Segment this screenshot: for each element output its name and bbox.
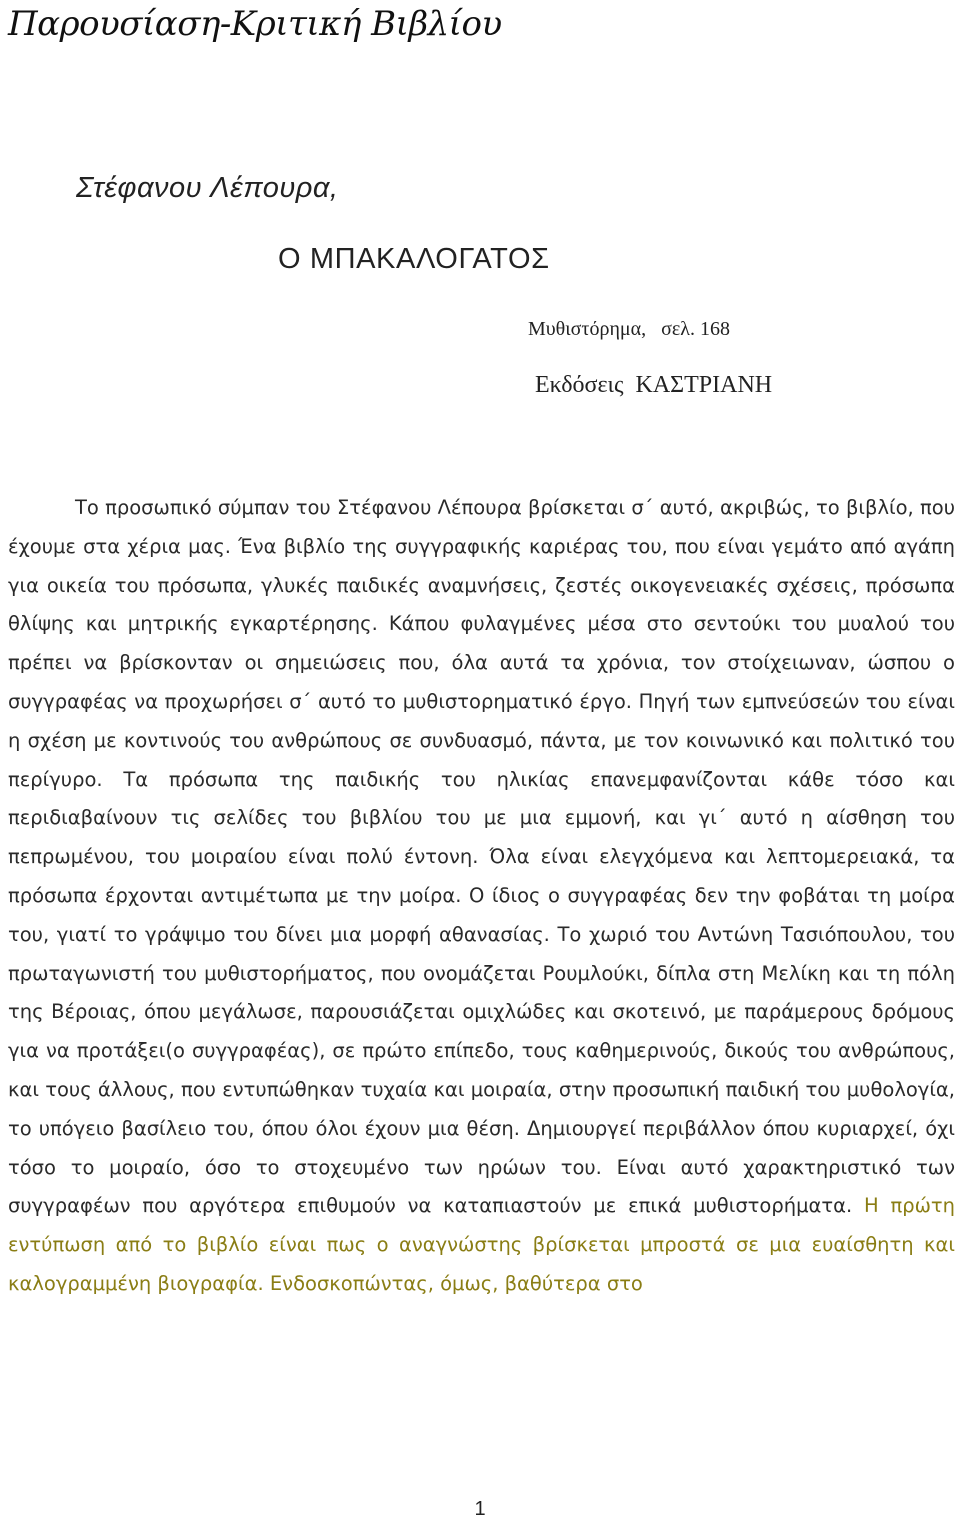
book-publisher: Εκδόσεις ΚΑΣΤΡΙΑΝΗ xyxy=(535,372,773,398)
review-text: Το προσωπικό σύμπαν του Στέφανου Λέπουρα βρίσκεται σ΄ αυτό, ακριβώς, το βιβλίο, που έχουμε στα χέρια μας. Ένα βιβλίο της συγγραφικής καριέρας του, που είναι γεμάτο από αγάπη για οικεία του πρόσωπα, γλυκές παιδικές αναμνήσεις, ζεστές οικογενειακές σχέσεις, πρόσωπα θλίψης και μητρικής εγκαρτέρησης. Κάπου φυλαγμένες μέσα στο σεντούκι του μυαλού του πρέπει να βρίσκονταν οι σημειώσεις που, όλα αυτά τα χρόνια, τον στοίχειωναν, ώσπου ο συγγραφέας να προχωρήσει σ΄ αυτό το μυθιστορηματικό έργο. Πηγή των εμπνεύσεών του είναι η σχέση με κοντινούς του ανθρώπους σε συνδυασμό, πάντα, με τον κοινωνικό και πολιτικό του περίγυρο. Τα πρόσωπα της παιδικής του ηλικίας επανεμφανίζονται κάθε τόσο και περιδιαβαίνουν τις σελίδες του βιβλίου του με μια εμμονή, και γι΄ αυτό η αίσθηση του πεπρωμένου, του μοιραίου είναι πολύ έντονη. Όλα είναι ελεγχόμενα και λεπτομερειακά, τα πρόσωπα έρχονται αντιμέτωπα με την μοίρα. Ο ίδιος ο συγγραφέας δεν την φοβάται τη μοίρα του, γιατί το γράψιμο του δίνει μια μορφή αθανασίας. Το χωριό του Αντώνη Τασιόπουλου, του πρωταγωνιστή του μυθιστορήματος, που ονομάζεται Ρουμλούκι, δίπλα στη Μελίκη και τη πόλη της Βέροιας, όπου μεγάλωσε, παρουσιάζεται ομιχλώδες και σκοτεινό, με παράμερους δρόμους για να προτάξει(ο συγγραφέας), σε πρώτο επίπεδο, τους καθημερινούς, δικούς του ανθρώπους, και τους άλλους, που εντυπώθηκαν τυχαία και μοιραία, στην προσωπική παιδική του μυθολογία, το υπόγειο βασίλειο του, όπου όλοι έχουν μια θέση. Δημιουργεί περιβάλλον όπου κυριαρχεί, όχι τόσο το μοιραίο, όσο το στοχευμένο των ηρώων του. Είναι αυτό χαρακτηριστικό των συγγραφέων που αργότερα επιθυμούν να καταπιαστούν με επικά μυθιστορήματα. xyxy=(8,496,955,1218)
page-number: 1 xyxy=(474,1498,486,1520)
book-genre-pages: Μυθιστόρημα, σελ. 168 xyxy=(528,318,730,340)
review-body xyxy=(8,489,955,1304)
book-author: Στέφανου Λέπουρα, xyxy=(76,172,339,204)
review-highlighted-text: Η πρώτη εντύπωση από το βιβλίο είναι πως ο αναγνώστης βρίσκεται μπροστά σε μια ευαίσθητη και καλογραμμένη βιογραφία. Ενδοσκοπώντας, όμως, βαθύτερα στο xyxy=(8,1194,956,1295)
book-title: Ο ΜΠΑΚΑΛΟΓΑΤΟΣ xyxy=(278,243,550,275)
page-heading: Παρουσίαση-Κριτική Βιβλίου xyxy=(8,4,502,44)
